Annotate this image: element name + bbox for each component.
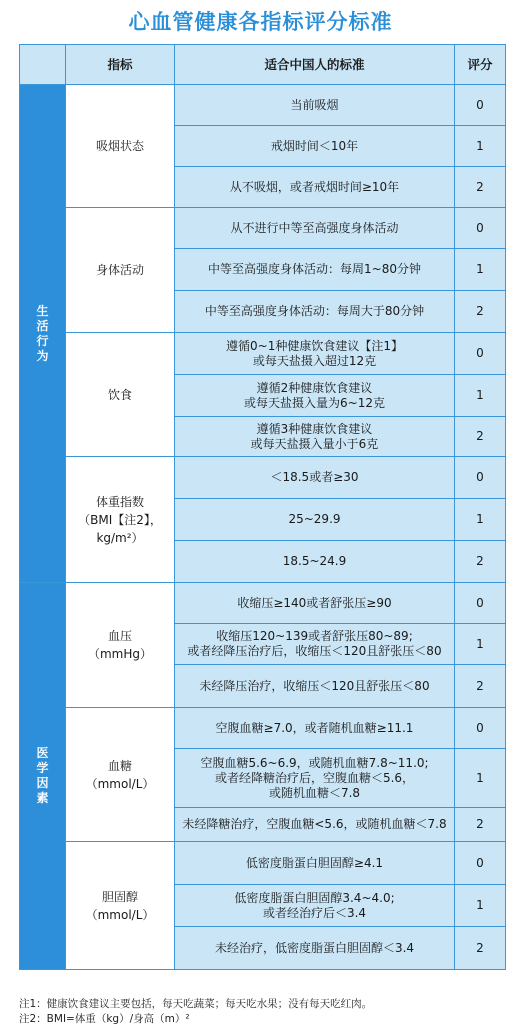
standard-line: 遵循3种健康饮食建议	[256, 421, 373, 436]
indicator-cell	[66, 842, 175, 970]
standard-cell	[175, 541, 455, 583]
table-row	[20, 457, 506, 499]
indicator-name-line: 身体活动	[95, 263, 144, 277]
category-char: 学	[36, 761, 49, 775]
header-score: 评分	[455, 45, 506, 85]
score-cell: 1	[455, 375, 506, 417]
category-char: 因	[36, 776, 49, 790]
standard-line: 空腹血糖≥7.0，或者随机血糖≥11.1	[215, 720, 414, 735]
standard-line: 或随机血糖＜7.8	[268, 785, 361, 800]
indicator-name-line: 血压	[107, 629, 132, 643]
indicator-name-line: 胆固醇	[101, 889, 138, 904]
score-cell: 2	[455, 541, 506, 583]
score-cell: 2	[455, 808, 506, 842]
indicator-cell	[66, 708, 175, 842]
table-header-row	[20, 45, 506, 85]
category-char: 活	[36, 318, 49, 333]
standard-cell	[175, 583, 455, 624]
footnote-2: 注2：BMI=体重（kg）/身高（m）²	[19, 1013, 190, 1025]
score-cell: 0	[455, 583, 506, 624]
standard-line: 遵循2种健康饮食建议	[256, 380, 373, 395]
score-cell: 1	[455, 249, 506, 291]
standard-cell	[175, 885, 455, 927]
table-row	[20, 583, 506, 624]
standard-line: 收缩压120~139或者舒张压80~89;	[216, 629, 413, 643]
category-cell	[20, 583, 66, 970]
indicator-name-line: 吸烟状态	[95, 139, 144, 153]
standard-line: 或每天盐摄入量小于6克	[250, 436, 379, 451]
score-cell: 1	[455, 885, 506, 927]
header-standard: 适合中国人的标准	[175, 45, 455, 85]
table-row	[20, 842, 506, 885]
indicator-cell	[66, 208, 175, 333]
standard-line: ＜18.5或者≥30	[270, 470, 359, 484]
standard-cell	[175, 85, 455, 126]
standard-line: 未经降糖治疗，空腹血糖<5.6，或随机血糖＜7.8	[182, 817, 447, 831]
standard-cell	[175, 126, 455, 167]
scoring-table	[19, 44, 506, 970]
standard-line: 遵循0~1种健康饮食建议【注1】	[226, 338, 403, 353]
indicator-name-line: （BMI【注2】，	[78, 512, 162, 527]
standard-line: 25~29.9	[288, 512, 341, 526]
standard-cell	[175, 808, 455, 842]
standard-cell	[175, 208, 455, 249]
header-indicator: 指标	[66, 45, 175, 85]
indicator-cell	[66, 333, 175, 457]
standard-cell	[175, 417, 455, 457]
standard-line: 从不吸烟，或者戒烟时间≥10年	[229, 179, 400, 194]
standard-line: 或者经降糖治疗后，空腹血糖＜5.6，	[214, 770, 415, 785]
score-cell: 0	[455, 333, 506, 375]
indicator-name-line: 饮食	[107, 387, 132, 402]
standard-cell	[175, 375, 455, 417]
standard-line: 或者经降压治疗后，收缩压＜120且舒张压＜80	[187, 644, 442, 658]
standard-line: 或每天盐摄入量为6~12克	[244, 395, 385, 410]
footnote-1: 注1：健康饮食建议主要包括，每天吃蔬菜；每天吃水果；没有每天吃红肉。	[19, 998, 373, 1010]
standard-cell	[175, 624, 455, 665]
standard-cell	[175, 167, 455, 208]
standard-line: 从不进行中等至高强度身体活动	[230, 220, 399, 235]
standard-cell	[175, 291, 455, 333]
category-char: 素	[36, 791, 49, 805]
table-body	[20, 85, 506, 970]
standard-cell	[175, 457, 455, 499]
category-cell	[20, 85, 66, 583]
score-cell: 1	[455, 499, 506, 541]
indicator-cell	[66, 85, 175, 208]
category-char: 生	[36, 303, 49, 318]
standard-line: 空腹血糖5.6~6.9，或随机血糖7.8~11.0;	[200, 755, 429, 770]
standard-line: 未经治疗，低密度脂蛋白胆固醇＜3.4	[214, 940, 415, 955]
indicator-name-line: 体重指数	[95, 494, 144, 509]
score-cell: 0	[455, 708, 506, 749]
standard-cell	[175, 665, 455, 708]
standard-line: 或每天盐摄入超过12克	[252, 353, 377, 368]
indicator-cell	[66, 457, 175, 583]
score-cell: 2	[455, 291, 506, 333]
standard-line: 中等至高强度身体活动：每周大于80分钟	[204, 304, 425, 318]
category-char: 为	[36, 348, 49, 363]
standard-line: 低密度脂蛋白胆固醇≥4.1	[245, 855, 384, 870]
indicator-name-line: 血糖	[107, 758, 132, 773]
standard-cell	[175, 708, 455, 749]
standard-line: 未经降压治疗，收缩压＜120且舒张压＜80	[199, 678, 430, 693]
table-row	[20, 208, 506, 249]
standard-line: 当前吸烟	[290, 97, 339, 112]
indicator-name-line: （mmHg）	[87, 647, 153, 661]
score-cell: 0	[455, 85, 506, 126]
standard-line: 18.5~24.9	[282, 554, 347, 568]
score-cell: 0	[455, 208, 506, 249]
indicator-name-line: （mmol/L）	[85, 907, 155, 922]
standard-line: 低密度脂蛋白胆固醇3.4~4.0;	[234, 890, 395, 905]
standard-line: 收缩压≥140或者舒张压≥90	[237, 595, 392, 610]
score-cell: 1	[455, 749, 506, 808]
indicator-name-line: kg/m²）	[96, 530, 144, 545]
standard-cell	[175, 749, 455, 808]
score-cell: 2	[455, 417, 506, 457]
score-cell: 0	[455, 457, 506, 499]
category-char: 医	[36, 746, 49, 760]
table-row	[20, 333, 506, 375]
table-row	[20, 85, 506, 126]
page-title: 心血管健康各指标评分标准	[128, 10, 393, 34]
standard-cell	[175, 842, 455, 885]
header-category	[20, 45, 66, 85]
standard-line: 或者经治疗后＜3.4	[262, 905, 367, 920]
indicator-name-line: （mmol/L）	[85, 776, 155, 791]
score-cell: 2	[455, 927, 506, 970]
standard-line: 中等至高强度身体活动：每周1~80分钟	[208, 262, 421, 276]
indicator-cell	[66, 583, 175, 708]
score-cell: 2	[455, 665, 506, 708]
score-cell: 0	[455, 842, 506, 885]
score-cell: 1	[455, 624, 506, 665]
standard-cell	[175, 333, 455, 375]
score-cell: 1	[455, 126, 506, 167]
standard-line: 戒烟时间＜10年	[270, 138, 359, 153]
standard-cell	[175, 927, 455, 970]
score-cell: 2	[455, 167, 506, 208]
table-row	[20, 708, 506, 749]
standard-cell	[175, 249, 455, 291]
standard-cell	[175, 499, 455, 541]
category-char: 行	[36, 333, 49, 348]
